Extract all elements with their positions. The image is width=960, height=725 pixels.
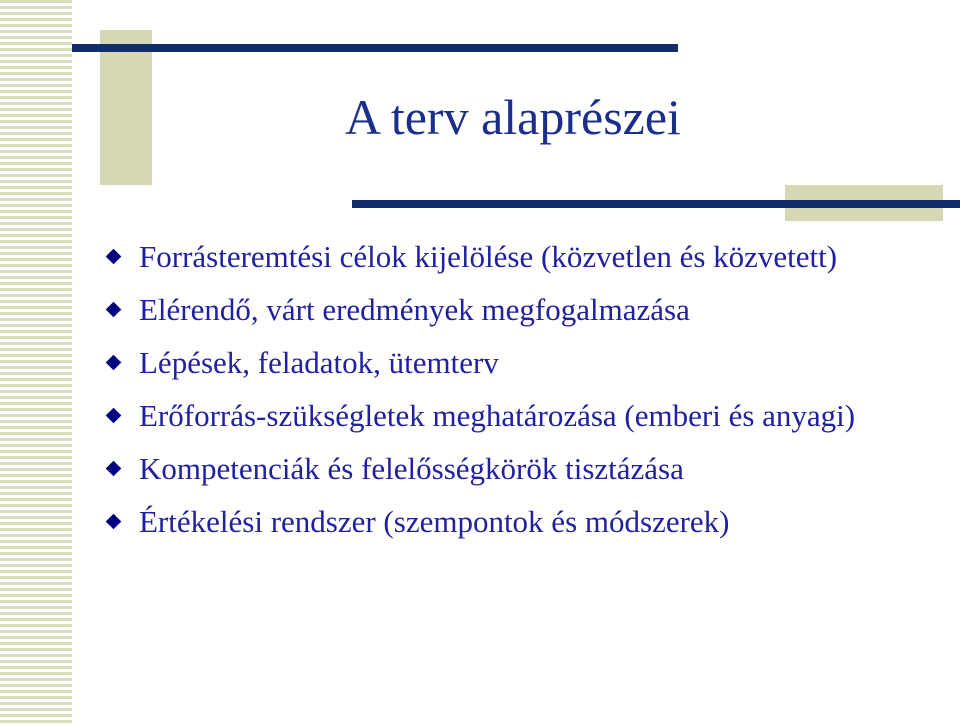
list-item	[104, 503, 934, 541]
list-item	[104, 450, 934, 488]
diamond-bullet-icon	[106, 302, 122, 318]
decorative-title-underline	[352, 200, 960, 208]
decorative-top-line	[72, 44, 678, 52]
list-item	[104, 397, 934, 435]
list-item	[104, 291, 934, 329]
list-item-text: Erőforrás-szükségletek meghatározása (emberi és anyagi)	[139, 398, 856, 433]
decorative-olive-block	[100, 30, 152, 185]
decorative-stripe-band	[0, 0, 72, 725]
list-item-text: Forrásteremtési célok kijelölése (közvetlen és közvetett)	[139, 239, 838, 274]
diamond-bullet-icon	[106, 514, 122, 530]
list-item	[104, 344, 934, 382]
diamond-bullet-icon	[106, 408, 122, 424]
bullet-list	[104, 238, 934, 556]
diamond-bullet-icon	[106, 461, 122, 477]
list-item-text: Lépések, feladatok, ütemterv	[139, 345, 499, 380]
page-title: A terv alaprészei	[345, 89, 681, 145]
list-item-text: Értékelési rendszer (szempontok és módszerek)	[139, 504, 730, 539]
diamond-bullet-icon	[106, 355, 122, 371]
list-item-text: Kompetenciák és felelősségkörök tisztázása	[139, 451, 684, 486]
list-item-text: Elérendő, várt eredmények megfogalmazása	[139, 292, 690, 327]
list-item	[104, 238, 934, 276]
diamond-bullet-icon	[106, 249, 122, 265]
